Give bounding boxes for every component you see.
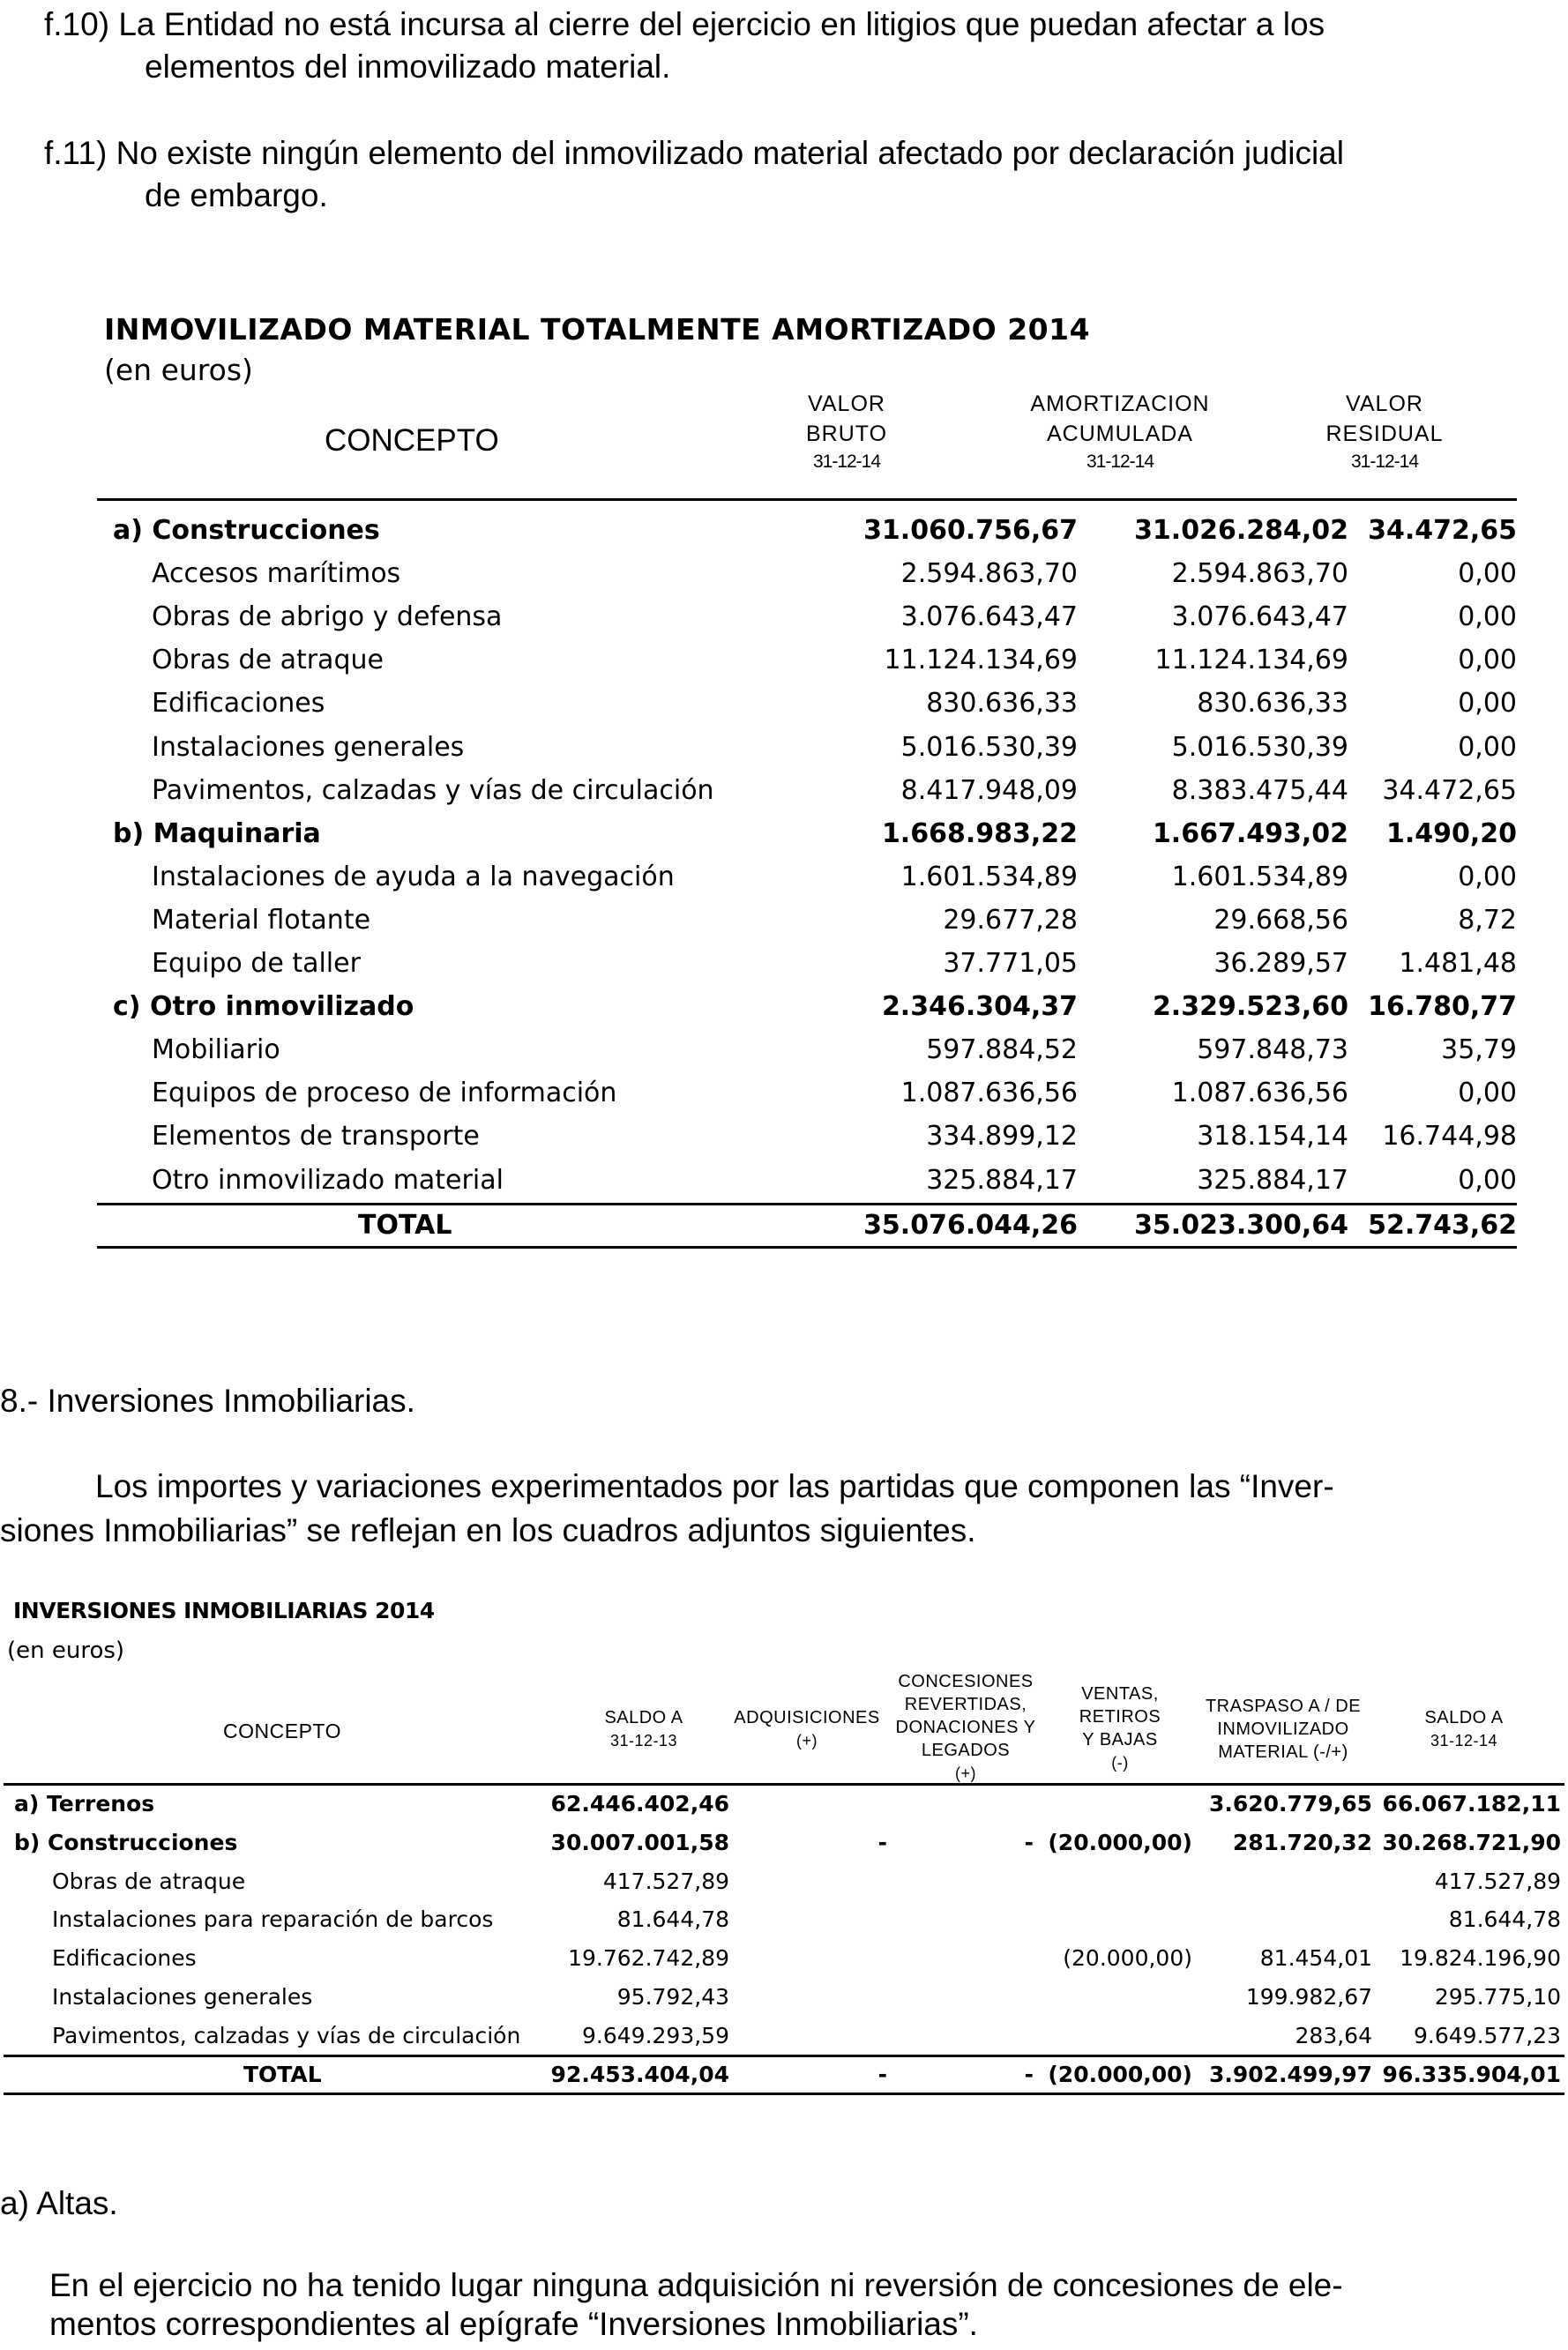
gross-value: 37.771,05 xyxy=(943,948,1078,979)
table2-col-header-concessions xyxy=(882,1670,1049,1785)
total-label: TOTAL xyxy=(358,1210,452,1241)
table1-row xyxy=(97,595,1517,639)
total-acquisitions: - xyxy=(877,2062,887,2087)
accumulated-amortization: 5.016.530,39 xyxy=(1171,732,1348,763)
note-f11-line2: de embargo. xyxy=(145,177,328,213)
table2-row xyxy=(11,1900,1568,1939)
header-line: VALOR xyxy=(1346,392,1423,416)
header-line: (-) xyxy=(1111,1754,1129,1772)
row-label: Obras de atraque xyxy=(52,1869,246,1894)
total-accumulated-amortization: 35.023.300,64 xyxy=(1134,1210,1348,1241)
accumulated-amortization: 3.076.643,47 xyxy=(1171,601,1348,632)
table2-row xyxy=(11,2017,1568,2055)
table1-row xyxy=(97,942,1517,986)
row-label: Otro inmovilizado material xyxy=(152,1165,504,1196)
table2-row xyxy=(11,1785,1568,1824)
table1-concept-header: CONCEPTO xyxy=(325,423,499,458)
accumulated-amortization: 31.026.284,02 xyxy=(1134,515,1348,546)
accumulated-amortization: 830.636,33 xyxy=(1197,688,1348,719)
residual-value: 0,00 xyxy=(1458,558,1517,589)
header-line: (+) xyxy=(796,1732,818,1749)
table2-title: INVERSIONES INMOBILIARIAS 2014 xyxy=(13,1598,435,1623)
header-date: 31-12-14 xyxy=(812,451,881,472)
table1-title: INMOVILIZADO MATERIAL TOTALMENTE AMORTIZADO 2014 xyxy=(104,312,1091,347)
section8-para-line2: siones Inmobiliarias” se reflejan en los cuadros adjuntos siguientes. xyxy=(0,1512,976,1548)
table1-row xyxy=(97,985,1517,1029)
residual-value: 0,00 xyxy=(1458,732,1517,763)
gross-value: 31.060.756,67 xyxy=(863,515,1078,546)
table2-col-header-acquisitions xyxy=(732,1706,882,1752)
table1-row xyxy=(97,1159,1517,1203)
accumulated-amortization: 2.329.523,60 xyxy=(1152,991,1348,1022)
closing-balance: 9.649.577,23 xyxy=(1414,2023,1561,2048)
header-line: DONACIONES Y xyxy=(895,1718,1036,1737)
row-label: Instalaciones de ayuda a la navegación xyxy=(152,862,675,892)
accumulated-amortization: 11.124.134,69 xyxy=(1154,645,1348,675)
closing-balance: 81.644,78 xyxy=(1448,1906,1561,1932)
table2-total-rule-bottom xyxy=(4,2093,1564,2095)
row-label: b) Maquinaria xyxy=(113,818,321,849)
gross-value: 1.087.636,56 xyxy=(900,1078,1078,1108)
residual-value: 16.780,77 xyxy=(1368,991,1517,1022)
row-label: Edificaciones xyxy=(152,688,325,719)
header-date: 31-12-14 xyxy=(1086,451,1154,472)
closing-balance: 417.527,89 xyxy=(1434,1869,1561,1894)
row-label: Accesos marítimos xyxy=(152,558,401,589)
table1-unit: (en euros) xyxy=(104,353,253,387)
row-label: Elementos de transporte xyxy=(152,1121,480,1152)
residual-value: 0,00 xyxy=(1458,645,1517,675)
header-line: SALDO A xyxy=(604,1708,683,1727)
accumulated-amortization: 36.289,57 xyxy=(1213,948,1348,979)
gross-value: 1.668.983,22 xyxy=(881,818,1078,849)
total-gross-value: 35.076.044,26 xyxy=(863,1210,1078,1241)
total-opening-balance: 92.453.404,04 xyxy=(550,2062,729,2087)
header-line: AMORTIZACION xyxy=(1030,392,1210,416)
table2-col-header-transfers xyxy=(1191,1695,1376,1764)
header-line: VENTAS, xyxy=(1081,1684,1159,1704)
table1-header-rule xyxy=(97,498,1517,501)
acquisitions: - xyxy=(877,1830,887,1855)
note-f11-line1: f.11) No existe ningún elemento del inmovilizado material afectado por declaración judicial xyxy=(44,135,1344,171)
row-label: Mobiliario xyxy=(152,1034,280,1065)
opening-balance: 417.527,89 xyxy=(602,1869,729,1894)
header-line: RESIDUAL xyxy=(1325,422,1444,446)
opening-balance: 9.649.293,59 xyxy=(582,2023,729,2048)
header-line: VALOR xyxy=(808,392,885,416)
accumulated-amortization: 1.087.636,56 xyxy=(1171,1078,1348,1108)
table2-col-header-disposals xyxy=(1054,1682,1186,1774)
row-label: Obras de atraque xyxy=(152,645,384,675)
table2-row xyxy=(11,1824,1568,1862)
row-label: Equipo de taller xyxy=(152,948,361,979)
concessions: - xyxy=(1024,1830,1034,1855)
header-line: ADQUISICIONES xyxy=(734,1708,880,1727)
table2-concept-header: CONCEPTO xyxy=(223,1720,341,1742)
accumulated-amortization: 325.884,17 xyxy=(1197,1165,1348,1196)
table2-row xyxy=(11,1862,1568,1901)
table1-col-header-3 xyxy=(1296,392,1473,473)
header-line: RETIROS xyxy=(1079,1707,1161,1727)
header-line: CONCESIONES xyxy=(898,1672,1034,1691)
table2-total-row xyxy=(11,2055,1568,2094)
total-residual-value: 52.743,62 xyxy=(1368,1210,1517,1241)
row-label: Obras de abrigo y defensa xyxy=(152,601,503,632)
accumulated-amortization: 29.668,56 xyxy=(1213,905,1348,936)
table1-row xyxy=(97,1071,1517,1115)
header-date: 31-12-14 xyxy=(1350,451,1419,472)
closing-balance: 30.268.721,90 xyxy=(1382,1830,1561,1855)
row-label: Instalaciones para reparación de barcos xyxy=(52,1906,494,1932)
residual-value: 0,00 xyxy=(1458,862,1517,892)
table1-row xyxy=(97,1115,1517,1159)
gross-value: 29.677,28 xyxy=(943,905,1078,936)
table1-row xyxy=(97,726,1517,770)
transfers: 3.620.779,65 xyxy=(1208,1791,1372,1817)
table2-row xyxy=(11,1939,1568,1978)
table1-total-row xyxy=(97,1204,1517,1248)
disposals: (20.000,00) xyxy=(1063,1945,1192,1971)
header-line: ACUMULADA xyxy=(1047,422,1193,446)
table1-row xyxy=(97,812,1517,856)
row-label: c) Otro inmovilizado xyxy=(113,991,414,1022)
opening-balance: 95.792,43 xyxy=(616,1984,729,2010)
accumulated-amortization: 2.594.863,70 xyxy=(1171,558,1348,589)
residual-value: 0,00 xyxy=(1458,1165,1517,1196)
gross-value: 830.636,33 xyxy=(926,688,1078,719)
note-f10-line1: f.10) La Entidad no está incursa al cierre del ejercicio en litigios que puedan afectar a los xyxy=(44,6,1325,42)
disposals: (20.000,00) xyxy=(1048,1830,1192,1855)
row-label: Instalaciones generales xyxy=(152,732,465,763)
table1-row xyxy=(97,552,1517,596)
section8-heading: 8.- Inversiones Inmobiliarias. xyxy=(0,1383,415,1419)
gross-value: 11.124.134,69 xyxy=(884,645,1078,675)
table1-row xyxy=(97,769,1517,813)
opening-balance: 19.762.742,89 xyxy=(568,1945,729,1971)
row-label: Pavimentos, calzadas y vías de circulación xyxy=(152,775,714,806)
row-label: a) Construcciones xyxy=(113,515,380,546)
total-concessions: - xyxy=(1024,2062,1034,2087)
table1-row xyxy=(97,899,1517,943)
note-f10-line2: elementos del inmovilizado material. xyxy=(145,48,671,85)
table2-col-header-closing-balance xyxy=(1385,1706,1543,1752)
gross-value: 5.016.530,39 xyxy=(900,732,1078,763)
header-line: REVERTIDAS, xyxy=(904,1695,1027,1714)
accumulated-amortization: 597.848,73 xyxy=(1197,1034,1348,1065)
residual-value: 35,79 xyxy=(1441,1034,1517,1065)
section8-para-line1: Los importes y variaciones experimentados por las partidas que componen las “Inver- xyxy=(95,1468,1334,1504)
header-line: INMOVILIZADO xyxy=(1217,1720,1349,1739)
residual-value: 1.481,48 xyxy=(1399,948,1517,979)
gross-value: 334.899,12 xyxy=(926,1121,1078,1152)
total-closing-balance: 96.335.904,01 xyxy=(1382,2062,1561,2087)
header-line: MATERIAL (-/+) xyxy=(1218,1742,1348,1762)
header-line: 31-12-14 xyxy=(1430,1732,1498,1749)
gross-value: 2.594.863,70 xyxy=(900,558,1078,589)
transfers: 81.454,01 xyxy=(1259,1945,1372,1971)
residual-value: 0,00 xyxy=(1458,601,1517,632)
header-line: (+) xyxy=(955,1764,976,1782)
residual-value: 16.744,98 xyxy=(1382,1121,1517,1152)
table2-unit: (en euros) xyxy=(7,1638,125,1664)
row-label: Instalaciones generales xyxy=(52,1984,313,2010)
header-line: Y BAJAS xyxy=(1082,1730,1158,1749)
header-line: LEGADOS xyxy=(921,1741,1011,1760)
table1-col-header-1 xyxy=(758,392,935,473)
accumulated-amortization: 318.154,14 xyxy=(1197,1121,1348,1152)
table1-col-header-2 xyxy=(1001,392,1239,473)
gross-value: 597.884,52 xyxy=(926,1034,1078,1065)
table1-row xyxy=(97,509,1517,553)
residual-value: 1.490,20 xyxy=(1385,818,1517,849)
residual-value: 34.472,65 xyxy=(1368,515,1517,546)
gross-value: 325.884,17 xyxy=(926,1165,1078,1196)
gross-value: 3.076.643,47 xyxy=(900,601,1078,632)
total-transfers: 3.902.499,97 xyxy=(1208,2062,1372,2087)
transfers: 199.982,67 xyxy=(1245,1984,1372,2010)
gross-value: 1.601.534,89 xyxy=(900,862,1078,892)
total-disposals: (20.000,00) xyxy=(1048,2062,1192,2087)
residual-value: 0,00 xyxy=(1458,688,1517,719)
altas-heading: a) Altas. xyxy=(0,2185,118,2221)
header-line: BRUTO xyxy=(805,422,888,446)
closing-balance: 66.067.182,11 xyxy=(1382,1791,1561,1817)
row-label: Material flotante xyxy=(152,905,371,936)
row-label: a) Terrenos xyxy=(14,1791,155,1817)
opening-balance: 62.446.402,46 xyxy=(550,1791,729,1817)
row-label: b) Construcciones xyxy=(14,1830,238,1855)
header-line: SALDO A xyxy=(1424,1708,1504,1727)
accumulated-amortization: 1.601.534,89 xyxy=(1171,862,1348,892)
residual-value: 8,72 xyxy=(1458,905,1517,936)
opening-balance: 81.644,78 xyxy=(616,1906,729,1932)
table2-col-header-opening-balance xyxy=(564,1706,723,1752)
transfers: 283,64 xyxy=(1295,2023,1372,2048)
header-line: TRASPASO A / DE xyxy=(1205,1697,1362,1716)
header-line: 31-12-13 xyxy=(609,1732,678,1749)
gross-value: 2.346.304,37 xyxy=(881,991,1078,1022)
table1-row xyxy=(97,1028,1517,1072)
total-label: TOTAL xyxy=(243,2062,322,2087)
residual-value: 0,00 xyxy=(1458,1078,1517,1108)
row-label: Equipos de proceso de información xyxy=(152,1078,617,1108)
residual-value: 34.472,65 xyxy=(1382,775,1517,806)
altas-para-line2: mentos correspondientes al epígrafe “Inversiones Inmobiliarias”. xyxy=(49,2306,978,2342)
table1-row xyxy=(97,638,1517,683)
closing-balance: 295.775,10 xyxy=(1434,1984,1561,2010)
accumulated-amortization: 8.383.475,44 xyxy=(1171,775,1348,806)
table1-row xyxy=(97,855,1517,899)
table1-row xyxy=(97,682,1517,726)
row-label: Pavimentos, calzadas y vías de circulación xyxy=(52,2023,521,2048)
transfers: 281.720,32 xyxy=(1232,1830,1372,1855)
table2-row xyxy=(11,1978,1568,2017)
altas-para-line1: En el ejercicio no ha tenido lugar ninguna adquisición ni reversión de concesiones de ele- xyxy=(49,2267,1343,2303)
gross-value: 8.417.948,09 xyxy=(900,775,1078,806)
opening-balance: 30.007.001,58 xyxy=(550,1830,729,1855)
accumulated-amortization: 1.667.493,02 xyxy=(1152,818,1348,849)
row-label: Edificaciones xyxy=(52,1945,197,1971)
table1-total-rule-bottom xyxy=(97,1246,1517,1249)
closing-balance: 19.824.196,90 xyxy=(1400,1945,1561,1971)
